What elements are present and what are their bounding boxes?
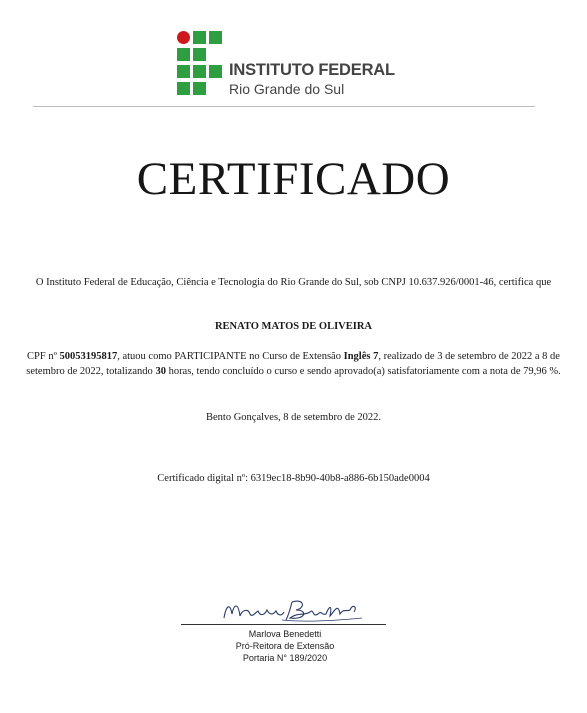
digital-certificate-id: Certificado digital nº: 6319ec18-8b90-40b8-a886-6b150ade0004 [157,473,430,484]
signatory-ordinance: Portaria N° 189/2020 [242,653,328,663]
logo-square [193,48,206,61]
logo-square [177,82,190,95]
course-hours: 30 [155,366,166,377]
logo-square [209,31,222,44]
header-divider [33,106,535,107]
logo-square [193,31,206,44]
institution-logo [177,31,417,101]
logo-square [177,65,190,78]
recipient-name: RENATO MATOS DE OLIVEIRA [214,321,373,332]
certificate-title: CERTIFICADO [136,153,451,205]
body-text-1: , atuou como PARTICIPANTE no Curso de Extensão [117,351,344,362]
certificate-body [18,349,569,379]
body-text-3: horas, tendo concluído o curso e sendo aprovado(a) satisfatoriamente com a nota de 79,96 %. [165,366,561,377]
logo-square [209,65,222,78]
signatory-role: Pró-Reitora de Extensão [235,641,335,651]
logo-mark [177,31,222,97]
signatory-name: Marlova Benedetti [248,629,322,639]
logo-subtitle: Rio Grande do Sul [229,81,345,97]
logo-red-dot [177,31,190,44]
cpf-number: 50053195817 [59,351,118,362]
logo-square [193,82,206,95]
cpf-prefix: CPF nº [27,351,60,362]
body-text-2: , realizado de 3 de setembro de 2022 a 8 de setembro de 2022, totalizando [26,351,560,377]
course-name: Inglês 7 [343,351,379,362]
signature-line [181,624,386,625]
handwritten-signature [212,594,372,624]
logo-square [193,65,206,78]
intro-paragraph: O Instituto Federal de Educação, Ciência e Tecnologia do Rio Grande do Sul, sob CNPJ 10.637.926/0001-46, certifica que [35,277,552,288]
place-date: Bento Gonçalves, 8 de setembro de 2022. [206,412,381,423]
logo-square [177,48,190,61]
logo-title: INSTITUTO FEDERAL [229,61,395,79]
